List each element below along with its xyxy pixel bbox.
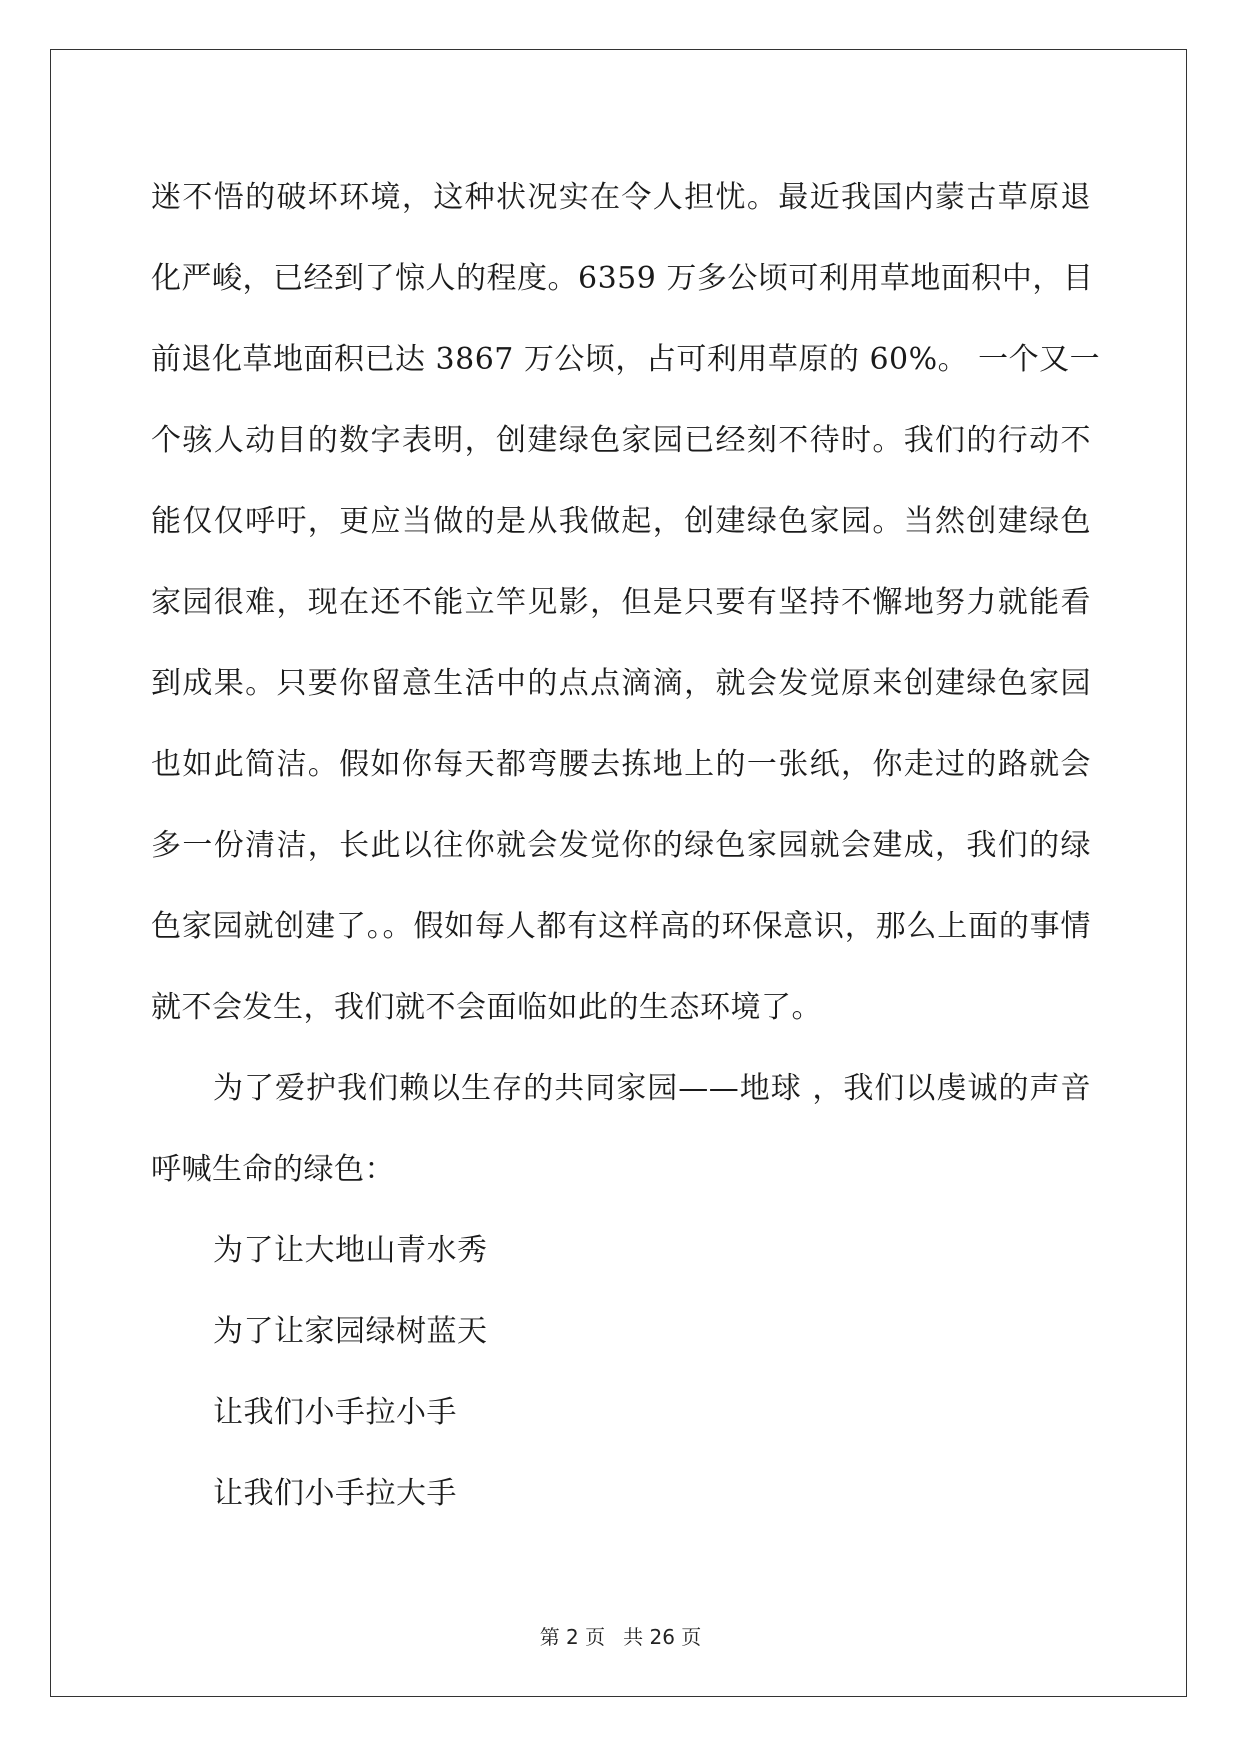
- text-line: 化严峻，已经到了惊人的程度。6359 万多公顷可利用草地面积中，目: [151, 261, 1094, 296]
- text-line: 呼喊生命的绿色：: [151, 1152, 395, 1187]
- text-line: 家园很难，现在还不能立竿见影，但是只要有坚持不懈地努力就能看: [151, 585, 1091, 620]
- text-line: 个骇人动目的数字表明，创建绿色家园已经刻不待时。我们的行动不: [151, 423, 1091, 458]
- text-line: 多一份清洁，长此以往你就会发觉你的绿色家园就会建成，我们的绿: [151, 828, 1091, 863]
- page-number: 第 2 页: [539, 1625, 606, 1649]
- text-line: 色家园就创建了。。假如每人都有这样高的环保意识，那么上面的事情: [151, 909, 1091, 944]
- verse-line: 为了让家园绿树蓝天: [213, 1314, 488, 1349]
- document-body: [151, 157, 1101, 1534]
- page-total: 共 26 页: [623, 1625, 702, 1649]
- text-line: 也如此简洁。假如你每天都弯腰去拣地上的一张纸，你走过的路就会: [151, 747, 1091, 782]
- verse-line: 让我们小手拉小手: [213, 1395, 457, 1430]
- verse-line: 为了让大地山青水秀: [213, 1233, 488, 1268]
- text-line: 迷不悟的破坏环境，这种状况实在令人担忧。最近我国内蒙古草原退: [151, 180, 1091, 215]
- text-line: 前退化草地面积已达 3867 万公顷，占可利用草原的 60%。 一个又一: [151, 342, 1101, 377]
- text-line: 就不会发生，我们就不会面临如此的生态环境了。: [151, 990, 822, 1025]
- paragraph-first-line: 为了爱护我们赖以生存的共同家园——地球 ，我们以虔诚的声音: [213, 1071, 1091, 1106]
- text-line: 到成果。只要你留意生活中的点点滴滴，就会发觉原来创建绿色家园: [151, 666, 1091, 701]
- page-footer: [0, 1621, 1241, 1650]
- text-line: 能仅仅呼吁，更应当做的是从我做起，创建绿色家园。当然创建绿色: [151, 504, 1091, 539]
- verse-line: 让我们小手拉大手: [213, 1476, 457, 1511]
